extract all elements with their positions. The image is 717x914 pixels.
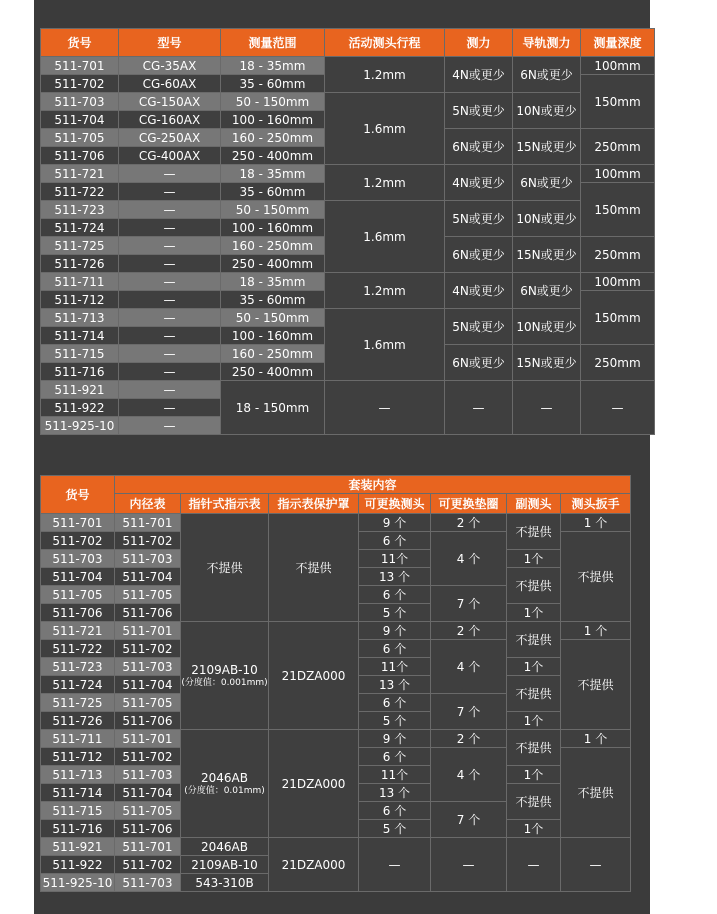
- rail-force-cell: 15N或更少: [513, 345, 581, 381]
- range-cell: 250 - 400mm: [221, 255, 325, 273]
- table-row: [41, 381, 655, 399]
- washer-cell: 2 个: [431, 730, 507, 748]
- header-wrench: 测头扳手: [561, 494, 631, 514]
- table-row: [41, 514, 631, 532]
- model-cell: —: [119, 399, 221, 417]
- inner-cell: 511-702: [115, 748, 181, 766]
- header-model: 型号: [119, 29, 221, 57]
- range-cell: 18 - 35mm: [221, 57, 325, 75]
- code-cell: 511-921: [41, 838, 115, 856]
- rail-force-cell: 6N或更少: [513, 273, 581, 309]
- aux-cell: 不提供: [507, 514, 561, 550]
- code-cell: 511-723: [41, 658, 115, 676]
- probe-cell: 6 个: [359, 694, 431, 712]
- depth-cell: 250mm: [581, 129, 655, 165]
- probe-cell: 11个: [359, 658, 431, 676]
- force-cell: 5N或更少: [445, 93, 513, 129]
- code-cell: 511-726: [41, 712, 115, 730]
- code-cell: 511-705: [41, 586, 115, 604]
- probe-cell: 5 个: [359, 604, 431, 622]
- header-washer: 可更换垫圈: [431, 494, 507, 514]
- wrench-cell: 1 个: [561, 514, 631, 532]
- code-cell: 511-715: [41, 345, 119, 363]
- force-cell: 6N或更少: [445, 237, 513, 273]
- inner-cell: 511-706: [115, 820, 181, 838]
- range-cell: 18 - 35mm: [221, 165, 325, 183]
- model-cell: CG-250AX: [119, 129, 221, 147]
- model-cell: —: [119, 183, 221, 201]
- rail-force-cell: 6N或更少: [513, 57, 581, 93]
- code-cell: 511-701: [41, 514, 115, 532]
- aux-cell: 1个: [507, 550, 561, 568]
- header-stroke: 活动测头行程: [325, 29, 445, 57]
- inner-cell: 511-701: [115, 514, 181, 532]
- depth-cell: —: [581, 381, 655, 435]
- header-force: 测力: [445, 29, 513, 57]
- rail-force-cell: —: [513, 381, 581, 435]
- stroke-cell: 1.6mm: [325, 201, 445, 273]
- code-cell: 511-714: [41, 784, 115, 802]
- table-row: [41, 309, 655, 327]
- table-row: [41, 622, 631, 640]
- cover-cell: 21DZA000: [269, 622, 359, 730]
- wrench-cell: 1 个: [561, 622, 631, 640]
- stroke-cell: 1.2mm: [325, 273, 445, 309]
- probe-cell: 13 个: [359, 568, 431, 586]
- inner-cell: 511-705: [115, 586, 181, 604]
- wrench-cell: 1 个: [561, 730, 631, 748]
- code-cell: 511-712: [41, 291, 119, 309]
- aux-cell: 不提供: [507, 730, 561, 766]
- model-cell: —: [119, 327, 221, 345]
- range-cell: 100 - 160mm: [221, 111, 325, 129]
- force-cell: 6N或更少: [445, 129, 513, 165]
- inner-cell: 511-703: [115, 874, 181, 892]
- probe-cell: 11个: [359, 550, 431, 568]
- model-cell: —: [119, 201, 221, 219]
- rail-force-cell: 15N或更少: [513, 129, 581, 165]
- cover-cell: 21DZA000: [269, 838, 359, 892]
- inner-cell: 511-703: [115, 658, 181, 676]
- table-row: [41, 730, 631, 748]
- code-cell: 511-702: [41, 75, 119, 93]
- rail-force-cell: 10N或更少: [513, 309, 581, 345]
- code-cell: 511-713: [41, 766, 115, 784]
- rail-force-cell: 10N或更少: [513, 201, 581, 237]
- model-cell: —: [119, 273, 221, 291]
- inner-cell: 511-705: [115, 694, 181, 712]
- code-cell: 511-712: [41, 748, 115, 766]
- header-probe: 可更换测头: [359, 494, 431, 514]
- force-cell: 5N或更少: [445, 309, 513, 345]
- table-row: [41, 201, 655, 219]
- spec-table: [40, 28, 655, 435]
- washer-cell: 2 个: [431, 622, 507, 640]
- model-cell: —: [119, 381, 221, 399]
- aux-cell: 1个: [507, 712, 561, 730]
- range-cell: 160 - 250mm: [221, 237, 325, 255]
- inner-cell: 511-706: [115, 604, 181, 622]
- force-cell: 4N或更少: [445, 273, 513, 309]
- code-cell: 511-725: [41, 237, 119, 255]
- code-cell: 511-703: [41, 93, 119, 111]
- dial-cell: 543-310B: [181, 874, 269, 892]
- force-cell: 6N或更少: [445, 345, 513, 381]
- code-cell: 511-721: [41, 622, 115, 640]
- washer-cell: 7 个: [431, 802, 507, 838]
- force-cell: —: [445, 381, 513, 435]
- probe-cell: 11个: [359, 766, 431, 784]
- inner-cell: 511-701: [115, 622, 181, 640]
- rail-force-cell: 10N或更少: [513, 93, 581, 129]
- inner-cell: 511-704: [115, 568, 181, 586]
- wrench-cell: 不提供: [561, 748, 631, 838]
- dial-cell: [181, 730, 269, 838]
- code-cell: 511-921: [41, 381, 119, 399]
- washer-cell: 4 个: [431, 640, 507, 694]
- code-cell: 511-705: [41, 129, 119, 147]
- aux-cell: 1个: [507, 658, 561, 676]
- force-cell: 4N或更少: [445, 57, 513, 93]
- code-cell: 511-703: [41, 550, 115, 568]
- aux-cell: 1个: [507, 604, 561, 622]
- model-cell: CG-400AX: [119, 147, 221, 165]
- code-cell: 511-713: [41, 309, 119, 327]
- code-cell: 511-716: [41, 363, 119, 381]
- code-cell: 511-701: [41, 57, 119, 75]
- dial-cell: 2109AB-10: [181, 856, 269, 874]
- code-cell: 511-925-10: [41, 417, 119, 435]
- range-cell: 18 - 150mm: [221, 381, 325, 435]
- cover-cell: 不提供: [269, 514, 359, 622]
- kit-contents-table: [40, 475, 631, 892]
- header-code: 货号: [41, 29, 119, 57]
- range-cell: 100 - 160mm: [221, 219, 325, 237]
- table-row: [41, 165, 655, 183]
- code-cell: 511-714: [41, 327, 119, 345]
- model-cell: CG-60AX: [119, 75, 221, 93]
- code-cell: 511-922: [41, 856, 115, 874]
- header-aux: 副测头: [507, 494, 561, 514]
- header-rail-force: 导轨测力: [513, 29, 581, 57]
- header-range: 测量范围: [221, 29, 325, 57]
- rail-force-cell: 6N或更少: [513, 165, 581, 201]
- model-cell: —: [119, 345, 221, 363]
- model-cell: CG-35AX: [119, 57, 221, 75]
- inner-cell: 511-701: [115, 838, 181, 856]
- header-depth: 测量深度: [581, 29, 655, 57]
- aux-cell: 1个: [507, 766, 561, 784]
- table-row: [41, 57, 655, 75]
- depth-cell: 100mm: [581, 57, 655, 75]
- force-cell: 5N或更少: [445, 201, 513, 237]
- model-cell: —: [119, 237, 221, 255]
- cover-cell: 21DZA000: [269, 730, 359, 838]
- probe-cell: 6 个: [359, 802, 431, 820]
- dial-cell: 2046AB: [181, 838, 269, 856]
- dial-resolution-note: (分度值：0.01mm): [184, 785, 265, 796]
- aux-cell: —: [507, 838, 561, 892]
- range-cell: 250 - 400mm: [221, 147, 325, 165]
- inner-cell: 511-704: [115, 784, 181, 802]
- inner-cell: 511-706: [115, 712, 181, 730]
- range-cell: 160 - 250mm: [221, 129, 325, 147]
- stroke-cell: 1.6mm: [325, 309, 445, 381]
- code-cell: 511-711: [41, 273, 119, 291]
- force-cell: 4N或更少: [445, 165, 513, 201]
- code-cell: 511-721: [41, 165, 119, 183]
- code-cell: 511-724: [41, 676, 115, 694]
- inner-cell: 511-705: [115, 802, 181, 820]
- aux-cell: 不提供: [507, 676, 561, 712]
- code-cell: 511-706: [41, 147, 119, 165]
- depth-cell: 100mm: [581, 273, 655, 291]
- table-row: [41, 838, 631, 856]
- header-kit-contents: 套装内容: [115, 476, 631, 494]
- aux-cell: 不提供: [507, 568, 561, 604]
- probe-cell: 13 个: [359, 676, 431, 694]
- inner-cell: 511-703: [115, 550, 181, 568]
- dial-cell: 不提供: [181, 514, 269, 622]
- code-cell: 511-716: [41, 820, 115, 838]
- depth-cell: 250mm: [581, 345, 655, 381]
- inner-cell: 511-702: [115, 856, 181, 874]
- code-cell: 511-922: [41, 399, 119, 417]
- header-cover: 指示表保护罩: [269, 494, 359, 514]
- depth-cell: 250mm: [581, 237, 655, 273]
- code-cell: 511-722: [41, 640, 115, 658]
- wrench-cell: —: [561, 838, 631, 892]
- probe-cell: 5 个: [359, 712, 431, 730]
- table-row: [41, 93, 655, 111]
- inner-cell: 511-703: [115, 766, 181, 784]
- code-cell: 511-706: [41, 604, 115, 622]
- code-cell: 511-704: [41, 568, 115, 586]
- model-cell: CG-150AX: [119, 93, 221, 111]
- inner-cell: 511-704: [115, 676, 181, 694]
- header-inner: 内径表: [115, 494, 181, 514]
- probe-cell: 5 个: [359, 820, 431, 838]
- rail-force-cell: 15N或更少: [513, 237, 581, 273]
- model-cell: —: [119, 255, 221, 273]
- probe-cell: 9 个: [359, 514, 431, 532]
- probe-cell: 13 个: [359, 784, 431, 802]
- probe-cell: 9 个: [359, 730, 431, 748]
- range-cell: 35 - 60mm: [221, 291, 325, 309]
- depth-cell: 150mm: [581, 183, 655, 237]
- code-cell: 511-726: [41, 255, 119, 273]
- range-cell: 50 - 150mm: [221, 309, 325, 327]
- code-cell: 511-715: [41, 802, 115, 820]
- depth-cell: 100mm: [581, 165, 655, 183]
- code-cell: 511-722: [41, 183, 119, 201]
- washer-cell: 7 个: [431, 586, 507, 622]
- code-cell: 511-925-10: [41, 874, 115, 892]
- dial-model: 2109AB-10: [191, 662, 258, 677]
- aux-cell: 不提供: [507, 784, 561, 820]
- range-cell: 100 - 160mm: [221, 327, 325, 345]
- header-dial: 指针式指示表: [181, 494, 269, 514]
- model-cell: —: [119, 309, 221, 327]
- dial-resolution-note: (分度值：0.001mm): [181, 677, 268, 688]
- washer-cell: —: [431, 838, 507, 892]
- depth-cell: 150mm: [581, 291, 655, 345]
- washer-cell: 4 个: [431, 748, 507, 802]
- range-cell: 250 - 400mm: [221, 363, 325, 381]
- wrench-cell: 不提供: [561, 532, 631, 622]
- range-cell: 35 - 60mm: [221, 75, 325, 93]
- code-cell: 511-702: [41, 532, 115, 550]
- washer-cell: 4 个: [431, 532, 507, 586]
- model-cell: —: [119, 165, 221, 183]
- depth-cell: 150mm: [581, 75, 655, 129]
- stroke-cell: 1.2mm: [325, 165, 445, 201]
- washer-cell: 2 个: [431, 514, 507, 532]
- probe-cell: 6 个: [359, 532, 431, 550]
- header-code: 货号: [41, 476, 115, 514]
- range-cell: 50 - 150mm: [221, 201, 325, 219]
- stroke-cell: —: [325, 381, 445, 435]
- probe-cell: 9 个: [359, 622, 431, 640]
- probe-cell: 6 个: [359, 748, 431, 766]
- model-cell: —: [119, 219, 221, 237]
- washer-cell: 7 个: [431, 694, 507, 730]
- stroke-cell: 1.6mm: [325, 93, 445, 165]
- range-cell: 35 - 60mm: [221, 183, 325, 201]
- aux-cell: 不提供: [507, 622, 561, 658]
- model-cell: —: [119, 417, 221, 435]
- code-cell: 511-724: [41, 219, 119, 237]
- range-cell: 50 - 150mm: [221, 93, 325, 111]
- dial-cell: [181, 622, 269, 730]
- code-cell: 511-723: [41, 201, 119, 219]
- inner-cell: 511-701: [115, 730, 181, 748]
- probe-cell: 6 个: [359, 586, 431, 604]
- table-row: [41, 273, 655, 291]
- model-cell: —: [119, 291, 221, 309]
- range-cell: 160 - 250mm: [221, 345, 325, 363]
- range-cell: 18 - 35mm: [221, 273, 325, 291]
- probe-cell: 6 个: [359, 640, 431, 658]
- inner-cell: 511-702: [115, 640, 181, 658]
- stroke-cell: 1.2mm: [325, 57, 445, 93]
- code-cell: 511-704: [41, 111, 119, 129]
- inner-cell: 511-702: [115, 532, 181, 550]
- model-cell: CG-160AX: [119, 111, 221, 129]
- wrench-cell: 不提供: [561, 640, 631, 730]
- code-cell: 511-725: [41, 694, 115, 712]
- code-cell: 511-711: [41, 730, 115, 748]
- dial-model: 2046AB: [201, 770, 248, 785]
- model-cell: —: [119, 363, 221, 381]
- aux-cell: 1个: [507, 820, 561, 838]
- probe-cell: —: [359, 838, 431, 892]
